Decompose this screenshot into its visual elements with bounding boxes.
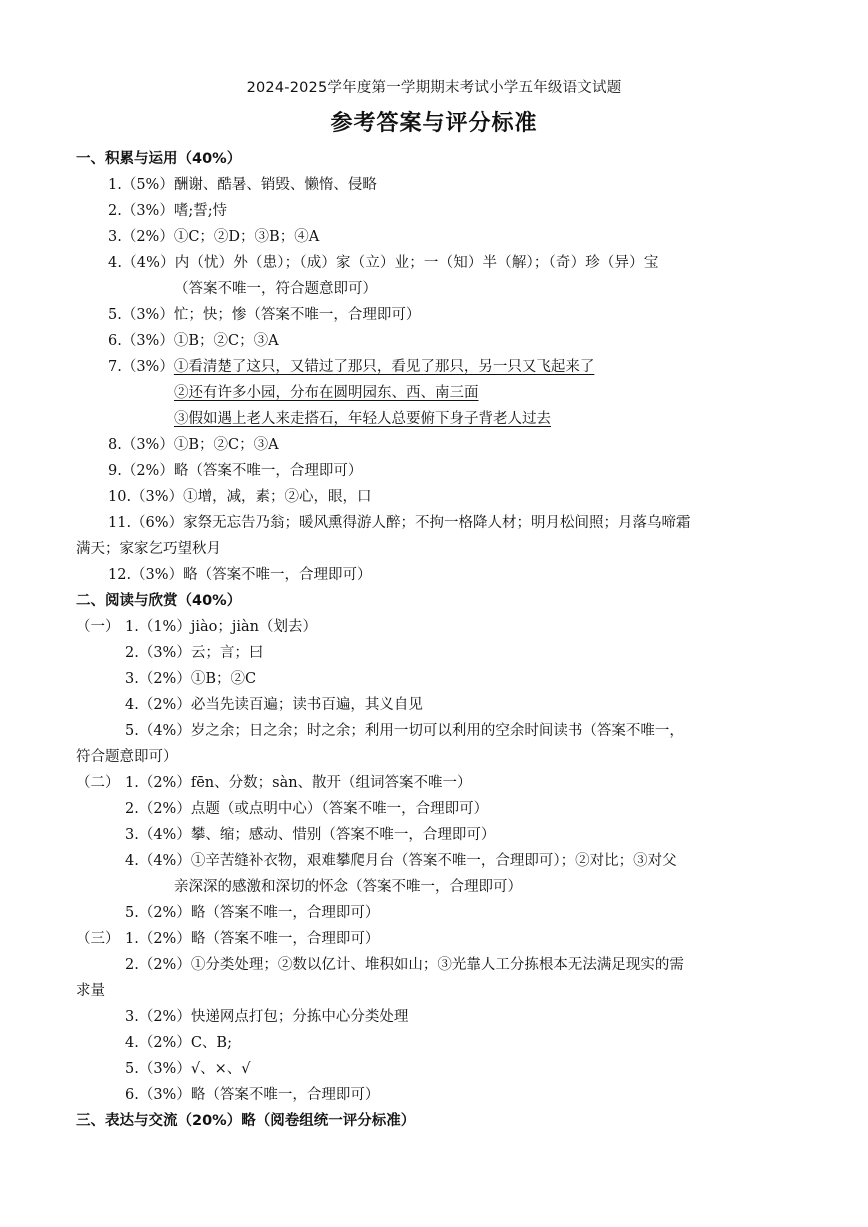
underlined-answer: ③假如遇上老人来走搭石，年轻人总要俯下身子背老人过去 [174,411,551,427]
answer-item: 6.（3%）略（答案不唯一，合理即可） [125,1087,380,1103]
answer-item: 3.（2%）①C；②D；③B；④A [108,229,320,245]
answer-item: 3.（2%）①B；②C [125,671,257,687]
answer-item [0,770,868,796]
section-heading-3: 三、表达与交流（20%）略（阅卷组统一评分标准） [76,1113,416,1129]
passage-marker: （二） [76,775,120,791]
answer-item: 2.（3%）云；言；曰 [125,645,264,661]
answer-item: 2.（3%）嗜;誓;恃 [108,203,228,219]
answer-content [0,146,868,1134]
answer-item-continued: 符合题意即可） [76,749,178,765]
answer-item: 6.（3%）①B；②C；③A [108,333,279,349]
answer-item: 5.（3%）忙；快；惨（答案不唯一，合理即可） [108,307,421,323]
answer-item: 5.（4%）岁之余；日之余；时之余；利用一切可以利用的空余时间读书（答案不唯一， [125,723,684,739]
answer-text: 1.（2%）略（答案不唯一，合理即可） [125,931,380,947]
answer-item: 10.（3%）①增，减，素；②心，眼，口 [108,489,372,505]
passage-marker: （三） [76,931,120,947]
answer-item: 3.（2%）快递网点打包；分拣中心分类处理 [125,1009,409,1025]
answer-item-continued [0,406,868,432]
answer-item [0,926,868,952]
answer-item: 2.（2%）①分类处理；②数以亿计、堆积如山；③光靠人工分拣根本无法满足现实的需 [125,957,684,973]
exam-subtitle: 2024-2025学年度第一学期期末考试小学五年级语文试题 [246,80,622,96]
answer-item: 4.（4%）内（忧）外（患）；（成）家（立）业；一（知）半（解）；（奇）珍（异）宝 [108,255,659,271]
answer-item: 5.（2%）略（答案不唯一，合理即可） [125,905,380,921]
answer-item: 5.（3%）√、×、√ [125,1061,251,1077]
answer-item-continued [0,380,868,406]
underlined-answer: ①看清楚了这只，又错过了那只，看见了那只，另一只又飞起来了 [173,359,595,375]
answer-item [0,614,868,640]
answer-item-continued: 亲深深的感激和深切的怀念（答案不唯一，合理即可） [174,879,522,895]
answer-item [0,354,868,380]
answer-item-continued: （答案不唯一，符合题意即可） [174,281,377,297]
section-heading-1: 一、积累与运用（40%） [76,151,242,167]
passage-marker: （一） [76,619,120,635]
answer-text: 1.（1%）jiào；jiàn（划去） [125,619,317,635]
answer-item-continued: 求量 [76,983,105,999]
answer-item: 4.（2%）必当先读百遍；读书百遍，其义自见 [125,697,423,713]
page-title: 参考答案与评分标准 [330,111,538,136]
section-heading-2: 二、阅读与欣赏（40%） [76,593,242,609]
answer-item: 8.（3%）①B；②C；③A [108,437,279,453]
answer-item: 12.（3%）略（答案不唯一，合理即可） [108,567,372,583]
underlined-answer: ②还有许多小园，分布在圆明园东、西、南三面 [174,385,479,401]
answer-item: 11.（6%）家祭无忘告乃翁；暖风熏得游人醉；不拘一格降人材；明月松间照；月落乌啼霜 [108,515,691,531]
answer-text: 1.（2%）fēn、分数；sàn、散开（组词答案不唯一） [125,775,472,791]
answer-item-continued: 满天；家家乞巧望秋月 [76,541,221,557]
answer-item: 2.（2%）点题（或点明中心）（答案不唯一，合理即可） [125,801,489,817]
answer-item: 4.（4%）①辛苦缝补衣物，艰难攀爬月台（答案不唯一，合理即可）；②对比；③对父 [125,853,677,869]
answer-item: 4.（2%）C、B; [125,1035,232,1051]
answer-item: 3.（4%）攀、缩；感动、惜别（答案不唯一，合理即可） [125,827,496,843]
answer-item-number: 7.（3%） [108,359,174,375]
answer-item: 9.（2%）略（答案不唯一，合理即可） [108,463,363,479]
answer-item: 1.（5%）酬谢、酷暑、销毁、懒惰、侵略 [108,177,377,193]
